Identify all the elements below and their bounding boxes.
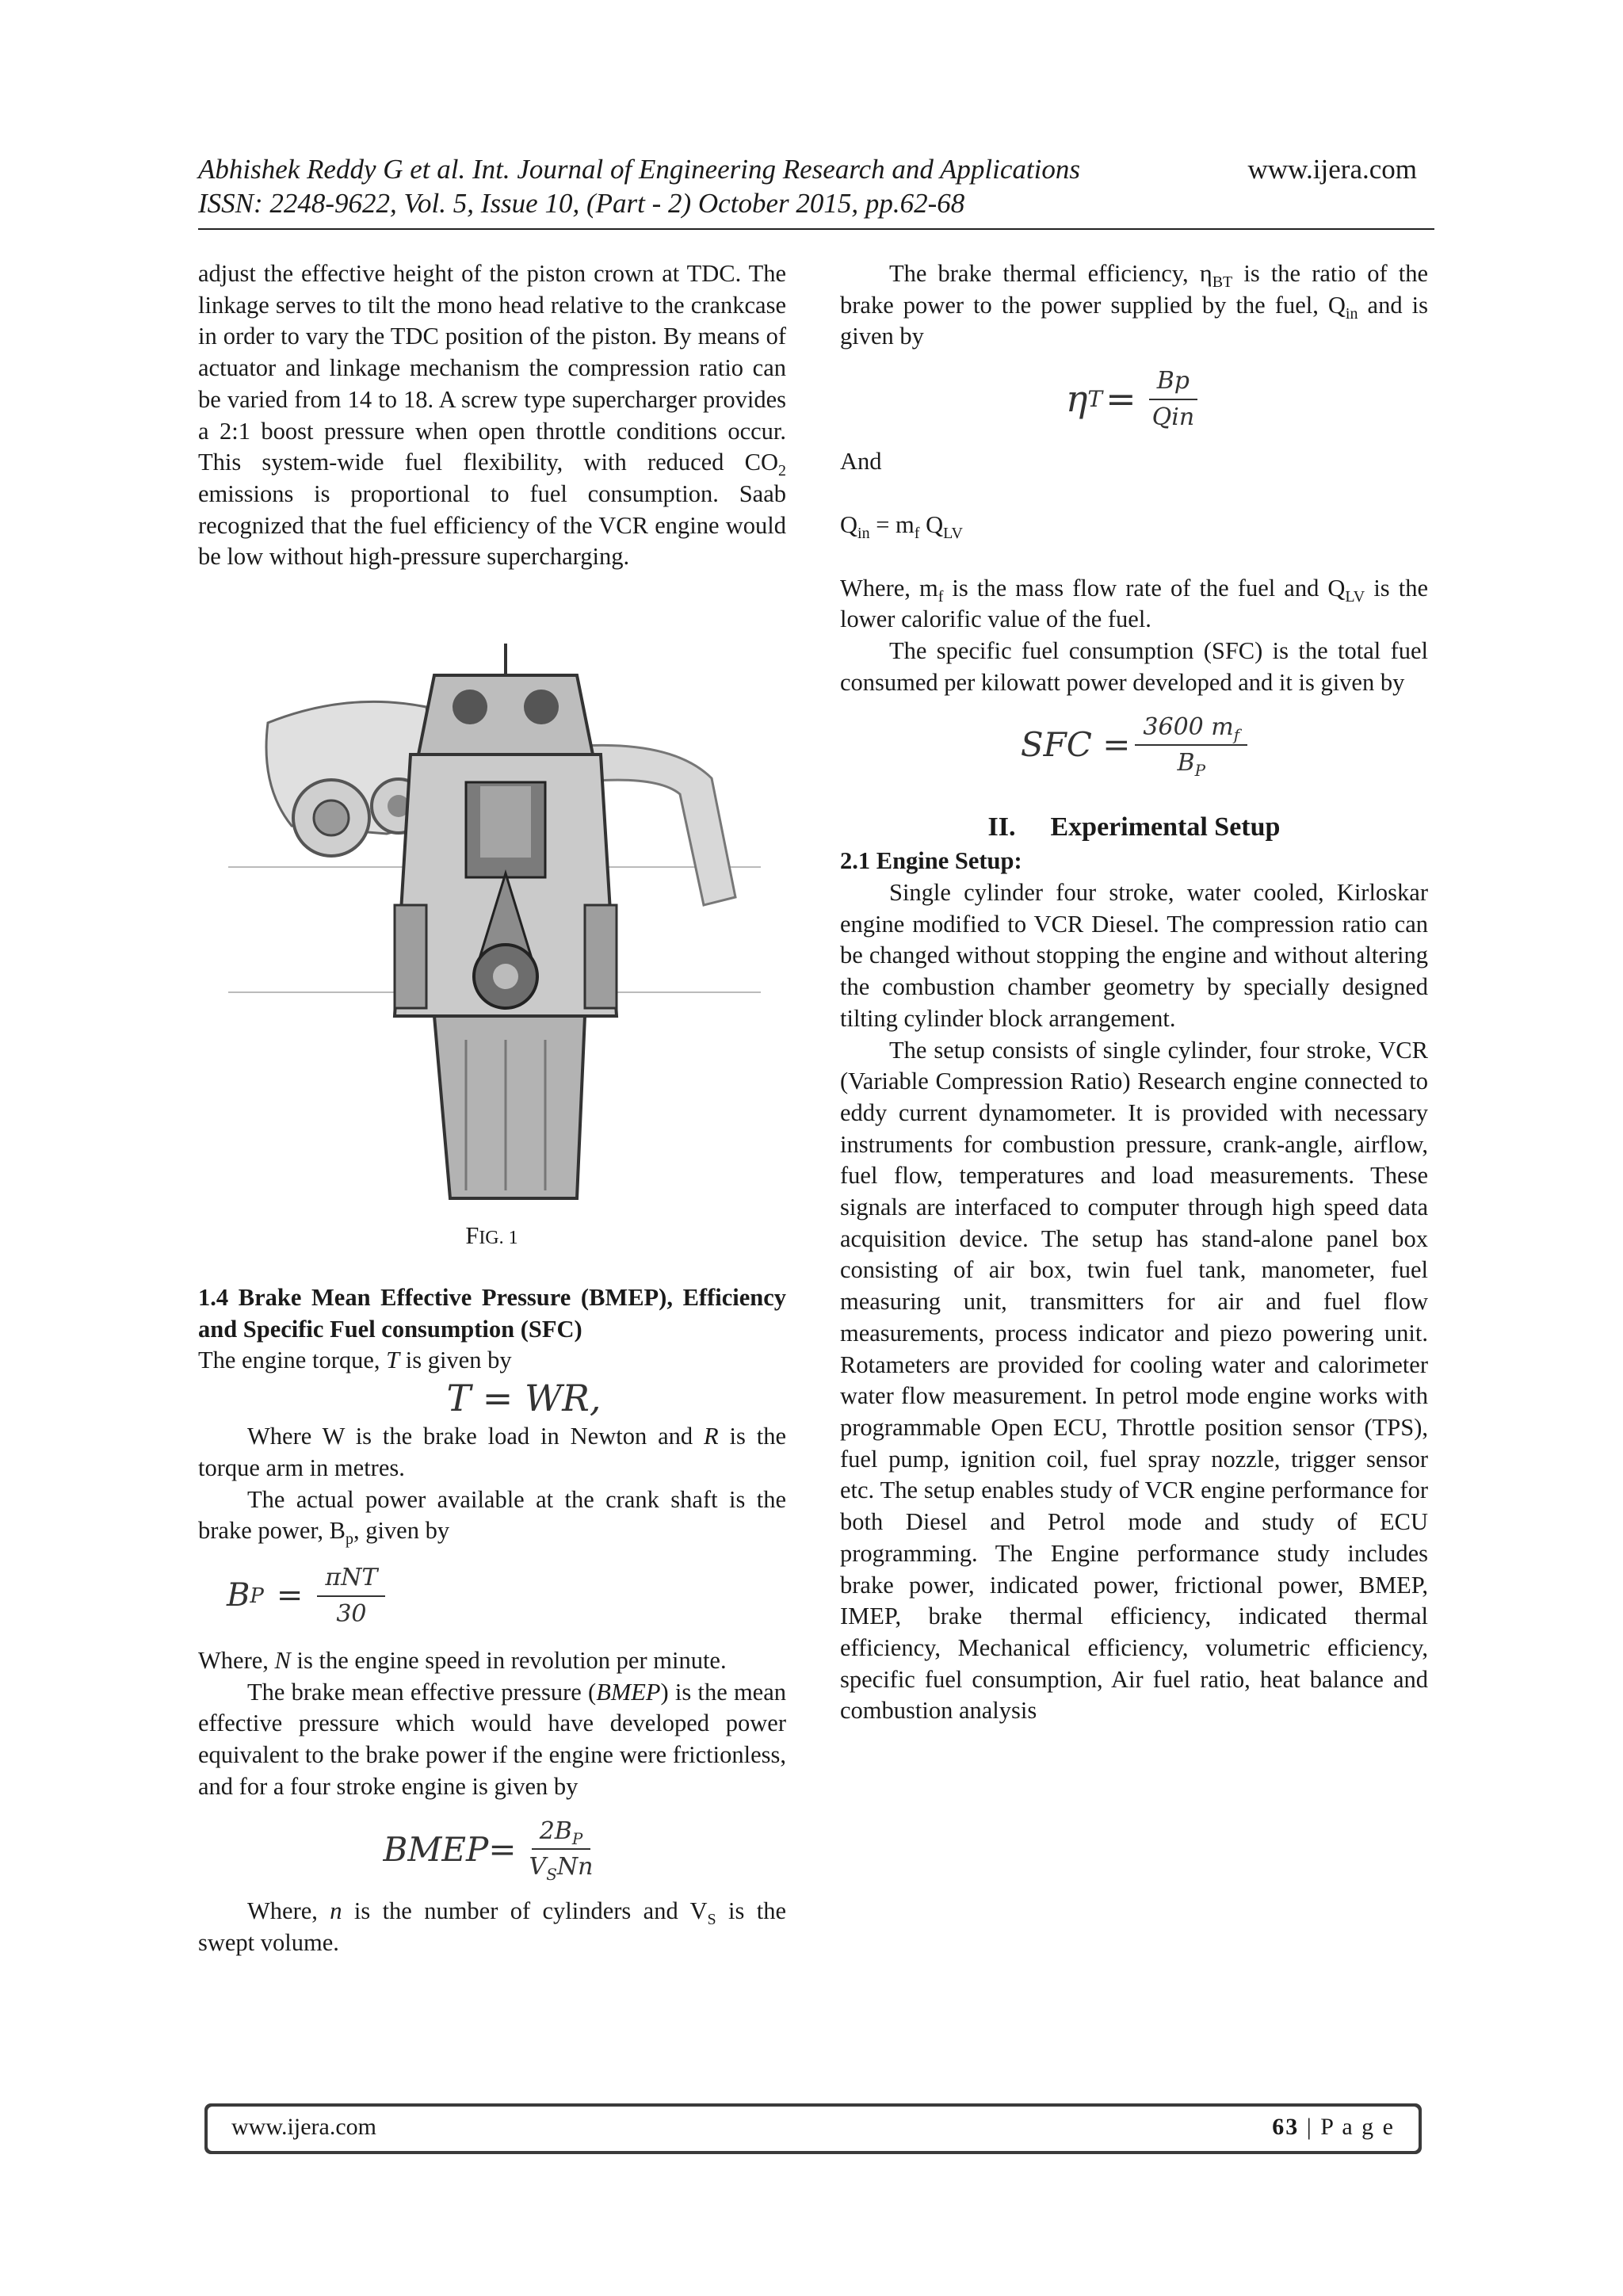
engine-setup-para-2: The setup consists of single cylinder, four stroke, VCR (Variable Compression Ratio) Research engine connected to eddy current dynamometer. It is provided with necessary instruments for combustion pressure, crank-angle, airflow, fuel flow, temperatures and load measurements. These signals are interfaced to computer through high speed data acquisition device. The setup has stand-alone panel box consisting of air box, twin fuel tank, manometer, fuel measuring unit, transmitters for air and fuel flow measurements, process indicator and piezo powering unit. Rotameters are provided for cooling water and calorimeter water flow measurement. In petrol mode engine works with programmable Open ECU, Throttle position sensor (TPS), fuel pump, ignition coil, fuel spray nozzle, trigger sensor etc. The setup enables study of VCR engine performance for both Diesel and Petrol mode and study of ECU programming. The Engine performance study includes brake power, indicated power, frictional power, BMEP, IMEP, brake thermal efficiency, indicated thermal efficiency, Mechanical efficiency, volumetric efficiency, specific fuel consumption, Air fuel ratio, heat balance and combustion analysis: [840, 1036, 1428, 1725]
section-1-4-heading: 1.4 Brake Mean Effective Pressure (BMEP), Efficiency and Specific Fuel consumption (SFC): [198, 1284, 786, 1343]
brake-power-equation: B P = $\frac{\text{πNT}}{30}$: [227, 1547, 786, 1645]
page-footer: [204, 2103, 1422, 2154]
section-2-heading: II. Experimental Setup: [987, 812, 1281, 842]
torque-intro: The engine torque, T is given by: [198, 1347, 512, 1374]
where-nv-text: Where, n is the number of cylinders and $V_S$ is the swept volume.: [198, 1897, 786, 1957]
header-website[interactable]: www.ijera.com: [1247, 154, 1417, 185]
bmep-definition: The brake mean effective pressure (BMEP) is the mean effective pressure which would have developed power equivalent to the brake power if the engine were frictionless, and for a four stroke engine is given by: [198, 1678, 787, 1800]
brake-power-intro: The actual power available at the crank shaft is the brake power, $B_p$, given by: [198, 1485, 786, 1549]
where-w-text: Where W is the brake load in Newton and R is the torque arm in metres.: [198, 1423, 786, 1481]
engine-cutaway-figure: [228, 644, 761, 1206]
left-column-lower: [198, 1282, 786, 1959]
footer-website[interactable]: www.ijera.com: [231, 2114, 376, 2140]
where-mf-text: Where, $m_f$ is the mass flow rate of the fuel and $Q_{LV}$ is the lower calorific value of the fuel.: [840, 574, 1428, 633]
sfc-definition: The specific fuel consumption (SFC) is the total fuel consumed per kilowatt power developed and it is given by: [840, 636, 1428, 696]
header-issn: ISSN: 2248-9622, Vol. 5, Issue 10, (Part - 2) October 2015, pp.62-68: [198, 188, 965, 219]
bte-equation: η T = $\frac{Bp}{\text{Qin}}$: [840, 353, 1428, 446]
left-column: [198, 258, 786, 573]
header-citation: Abhishek Reddy G et al. Int. Journal of Engineering Research and Applications: [198, 154, 1080, 185]
footer-page-number: 63 | P a g e: [1272, 2114, 1395, 2140]
intro-paragraph: adjust the effective height of the piston crown at TDC. The linkage serves to tilt the mono head relative to the crankcase in order to vary the TDC position of the piston. By means of actuator and linkage mechanism the compression ratio can be varied from 14 to 18. A screw type supercharger provides a 2:1 boost pressure when open throttle conditions occur. This system-wide fuel flexibility, with reduced $CO_2$ emissions is proportional to fuel consumption. Saab recognized that the fuel efficiency of the VCR engine would be low without high-pressure supercharging.: [198, 260, 786, 571]
engine-setup-para-1: Single cylinder four stroke, water cooled, Kirloskar engine modified to VCR Diesel. The compression ratio can be changed without stopping the engine and without altering the combustion chamber geometry by specially designed tilting cylinder block arrangement.: [840, 879, 1428, 1032]
bte-definition: The brake thermal efficiency, $\eta_{BT}$ is the ratio of the brake power to the power supplied by the fuel, $Q_{in}$ and is given by: [840, 260, 1428, 350]
torque-equation: T = WR,: [446, 1377, 601, 1420]
bmep-equation: BMEP= $\frac{2B_P}{V_SNn}$: [383, 1817, 594, 1885]
subsection-2-1-heading: 2.1 Engine Setup:: [840, 847, 1022, 875]
and-label: And: [840, 448, 882, 476]
qin-equation: $Q_{in} = m_f$ $Q_{LV}$: [840, 510, 963, 542]
where-n-text: Where, N is the engine speed in revolution per minute.: [198, 1646, 727, 1674]
figure-caption: FIG. 1: [465, 1222, 518, 1249]
right-column: [840, 258, 1428, 1727]
running-header: [198, 152, 1434, 230]
sfc-equation: SFC = $\frac{3600 m_f}{B_P}$: [840, 698, 1428, 792]
